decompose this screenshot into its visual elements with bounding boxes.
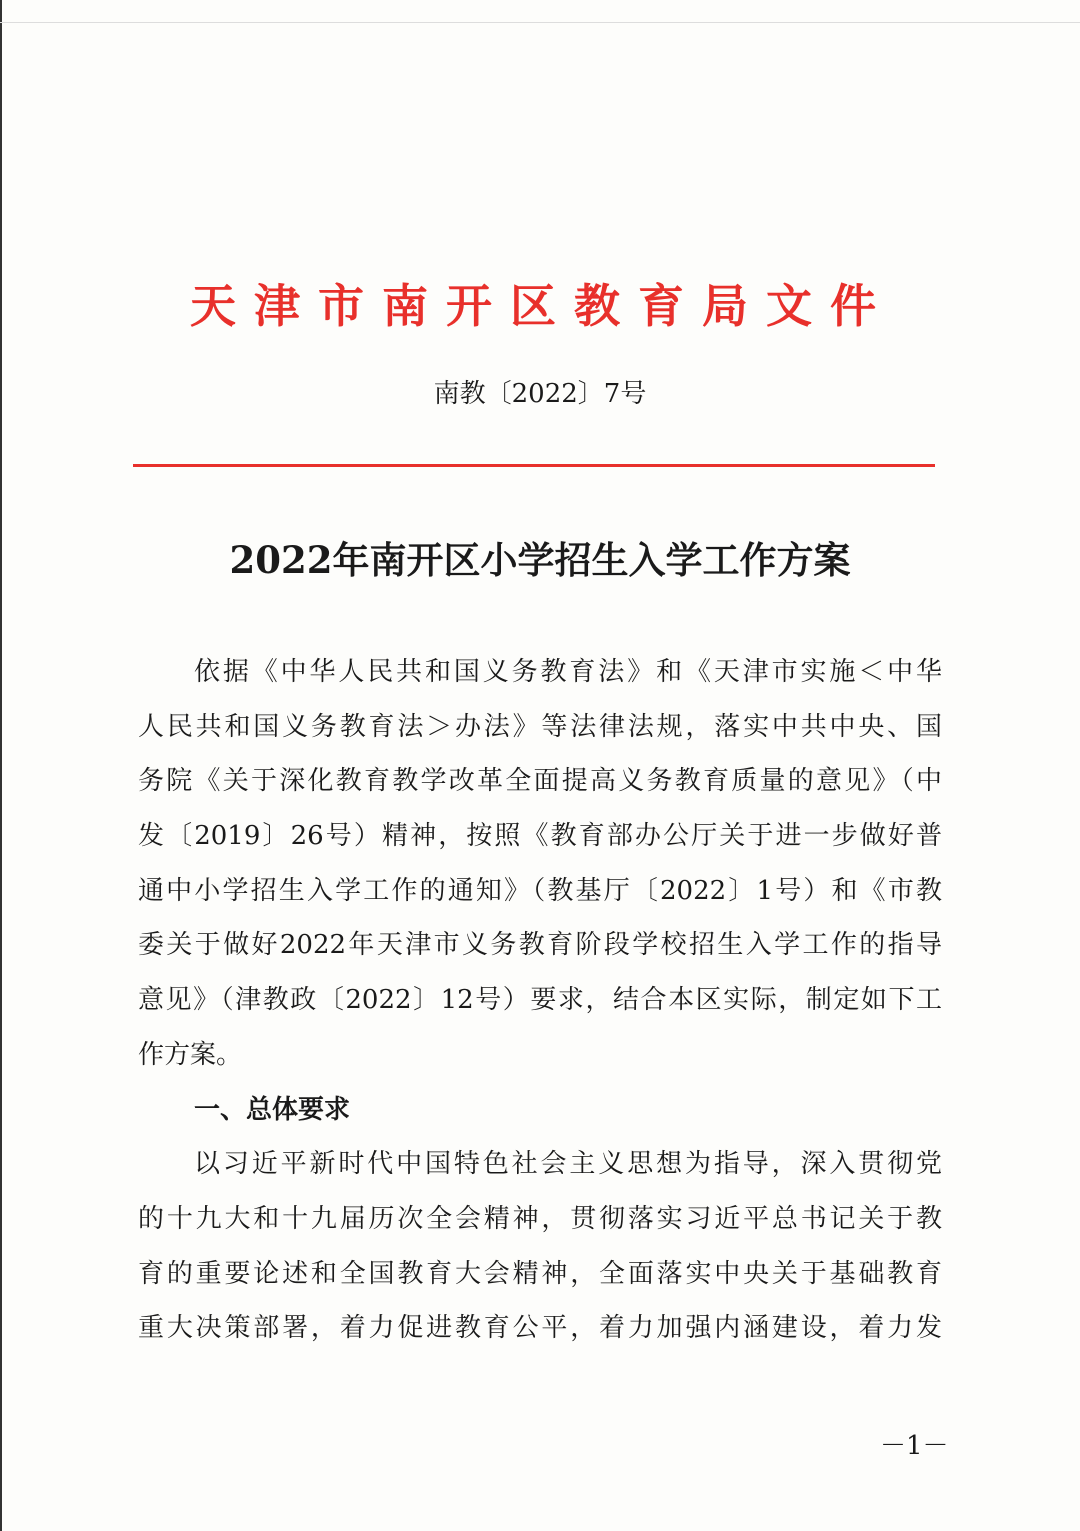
- section-line: 的十九大和十九届历次全会精神，贯彻落实习近平总书记关于教: [138, 1203, 942, 1234]
- body-line: 意见》（津教政〔2022〕12号）要求，结合本区实际，制定如下工: [138, 985, 942, 1016]
- section-line: 重大决策部署，着力促进教育公平，着力加强内涵建设，着力发: [138, 1313, 942, 1344]
- body-line: 发〔2019〕26号）精神，按照《教育部办公厅关于进一步做好普: [138, 821, 942, 852]
- body-line: 依据《中华人民共和国义务教育法》和《天津市实施＜中华: [194, 657, 942, 687]
- page-number: －1－: [880, 1431, 949, 1461]
- issuing-organization: 天津市南开区教育局文件: [190, 279, 876, 333]
- section-heading: 一、总体要求: [194, 1094, 351, 1125]
- body-line: 作方案。: [138, 1039, 243, 1070]
- document-number: 南教〔2022〕7号: [433, 379, 647, 409]
- red-divider: [133, 464, 935, 467]
- body-line: 委关于做好2022年天津市义务教育阶段学校招生入学工作的指导: [138, 930, 942, 961]
- body-line: 通中小学招生入学工作的通知》（教基厅〔2022〕1号）和《市教: [138, 875, 942, 906]
- body-line: 务院《关于深化教育教学改革全面提高义务教育质量的意见》（中: [138, 766, 942, 797]
- scan-border: [0, 22, 1080, 23]
- document-title: 2022年南开区小学招生入学工作方案: [229, 538, 851, 582]
- document-body: [138, 652, 942, 1363]
- page-edge: [0, 0, 2, 1531]
- body-line: 人民共和国义务教育法＞办法》等法律法规，落实中共中央、国: [138, 711, 942, 742]
- section-line: 以习近平新时代中国特色社会主义思想为指导，深入贯彻党: [194, 1149, 942, 1180]
- section-line: 育的重要论述和全国教育大会精神，全面落实中央关于基础教育: [138, 1258, 942, 1289]
